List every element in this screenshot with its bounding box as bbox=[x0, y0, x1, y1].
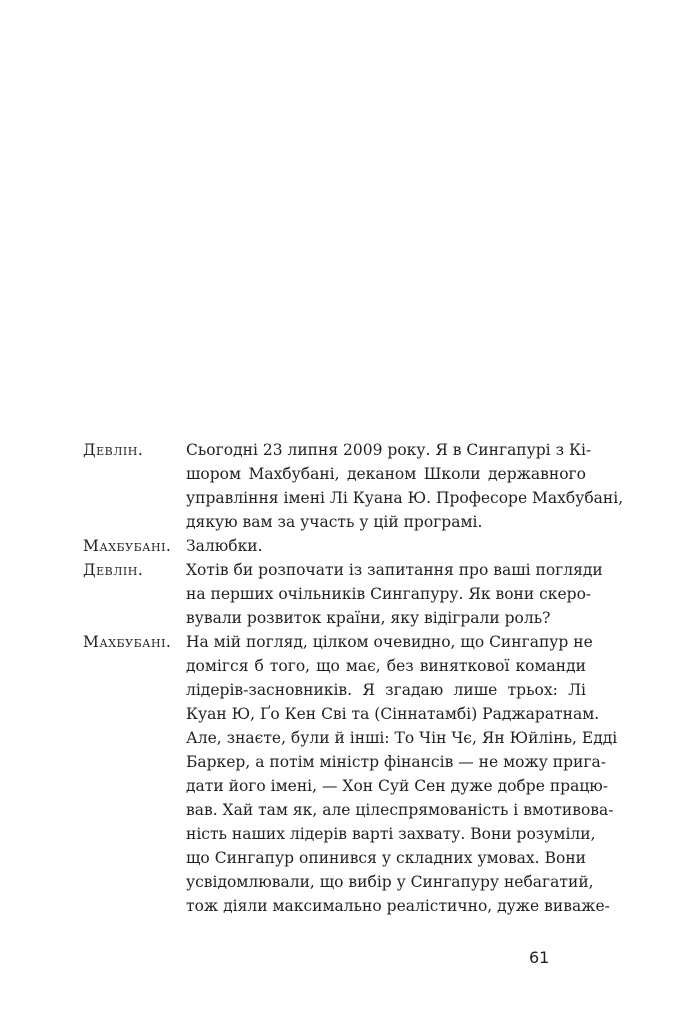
text-line: на перших очільників Сингапуру. Як вони скеро- bbox=[186, 585, 592, 603]
dialogue-entry bbox=[83, 534, 587, 558]
page-number: 61 bbox=[529, 948, 550, 967]
text-line: шором Махбубані, деканом Школи державного bbox=[186, 465, 586, 483]
speech-text bbox=[186, 534, 586, 558]
speaker-name: Девлін. bbox=[83, 441, 144, 459]
text-line: дякую вам за участь у цій програмі. bbox=[186, 513, 483, 531]
speech-text bbox=[186, 438, 624, 534]
text-line: вав. Хай там як, але цілеспрямованість і вмотивова- bbox=[186, 801, 614, 819]
speaker-name: Махбубані. bbox=[83, 537, 172, 555]
text-line: Баркер, а потім міністр фінансів — не можу прига- bbox=[186, 753, 606, 771]
text-line: тож діяли максимально реалістично, дуже виваже- bbox=[186, 897, 610, 915]
text-line: що Сингапур опинився у складних умовах. Вони bbox=[186, 849, 586, 867]
speech-text bbox=[186, 630, 618, 918]
text-line: Куан Ю, Ґо Кен Сві та (Сіннатамбі) Раджаратнам. bbox=[186, 705, 600, 723]
text-line: управління імені Лі Куана Ю. Професоре Махбубані, bbox=[186, 489, 624, 507]
text-line: Хотів би розпочати із запитання про ваші погляди bbox=[186, 561, 603, 579]
text-line: домігся б того, що має, без виняткової команди bbox=[186, 657, 586, 675]
text-line: вували розвиток країни, яку відіграли роль? bbox=[186, 609, 551, 627]
text-line: усвідомлювали, що вибір у Сингапуру небагатий, bbox=[186, 873, 594, 891]
text-line: На мій погляд, цілком очевидно, що Сингапур не bbox=[186, 633, 593, 651]
dialogue-entry bbox=[83, 630, 618, 918]
text-line: Сьогодні 23 липня 2009 року. Я в Сингапурі з Кі- bbox=[186, 441, 592, 459]
text-line: дати його імені, — Хон Суй Сен дуже добре працю- bbox=[186, 777, 609, 795]
dialogue-entry bbox=[83, 558, 603, 630]
text-line: Але, знаєте, були й інші: То Чін Чє, Ян Юйлінь, Едді bbox=[186, 729, 618, 747]
dialogue-entry bbox=[83, 438, 624, 534]
speech-text bbox=[186, 558, 603, 630]
text-line: Залюбки. bbox=[186, 537, 263, 555]
dialogue bbox=[83, 438, 624, 918]
text-line: ність наших лідерів варті захвату. Вони розуміли, bbox=[186, 825, 596, 843]
speaker-name: Махбубані. bbox=[83, 633, 172, 651]
speaker-name: Девлін. bbox=[83, 561, 144, 579]
text-line: лідерів-засновників. Я згадаю лише трьох: Лі bbox=[186, 681, 586, 699]
